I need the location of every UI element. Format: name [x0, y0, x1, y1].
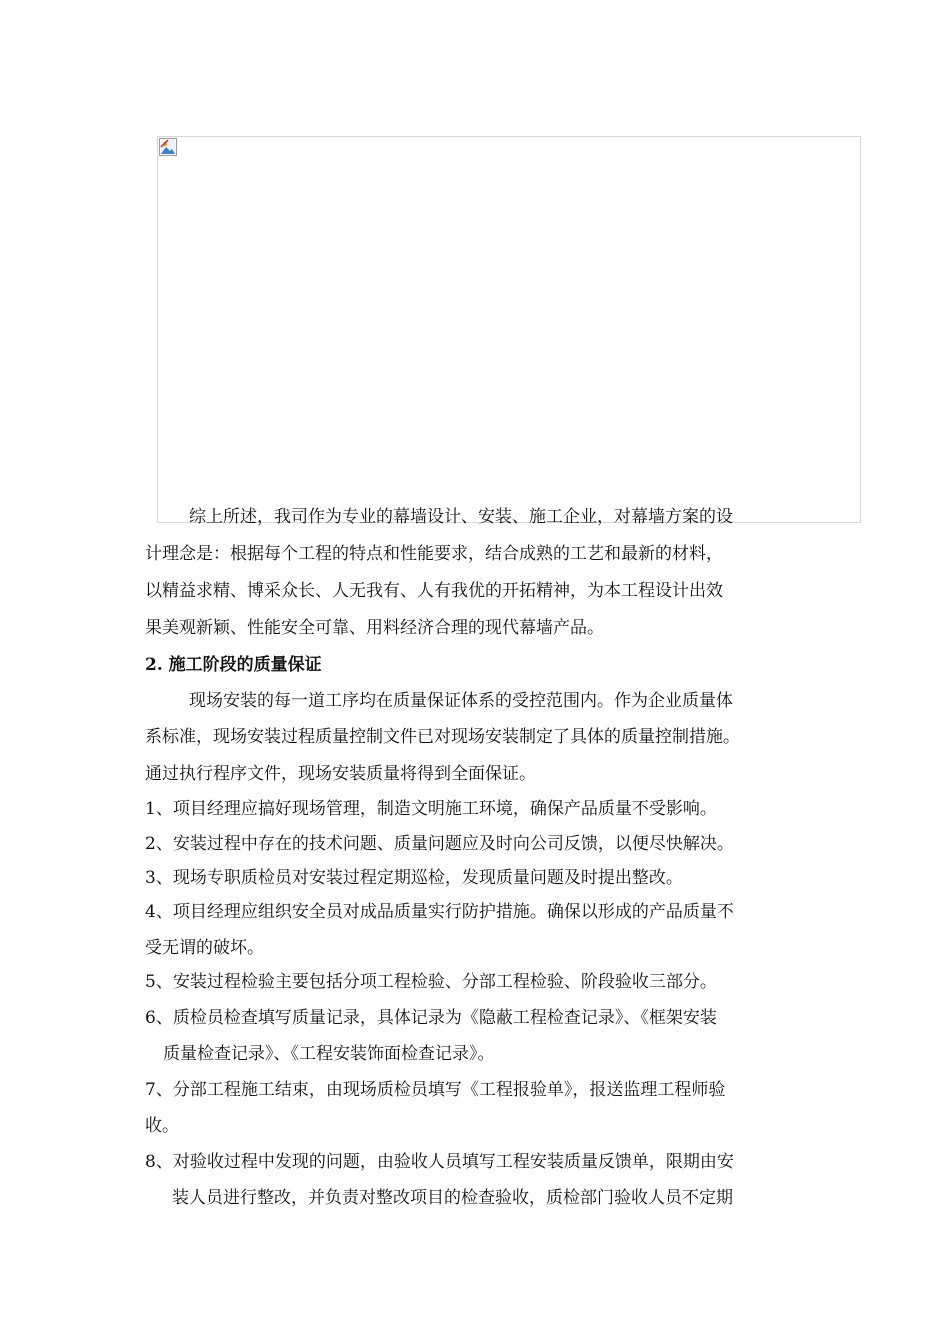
list-item-4-cont: 受无谓的破坏。	[145, 938, 264, 958]
list-item-4: 4、项目经理应组织安全员对成品质量实行防护措施。确保以形成的产品质量不	[145, 902, 734, 922]
summary-line-1: 综上所述，我司作为专业的幕墙设计、安装、施工企业，对幕墙方案的设	[189, 507, 733, 527]
section-heading: 2. 施工阶段的质量保证	[145, 655, 322, 675]
list-item-6: 6、质检员检查填写质量记录，具体记录为《隐蔽工程检查记录》、《框架安装	[145, 1008, 717, 1028]
list-item-7-cont: 收。	[145, 1116, 179, 1136]
list-item-2: 2、安装过程中存在的技术问题、质量问题应及时向公司反馈，以便尽快解决。	[145, 834, 734, 854]
list-item-7: 7、分部工程施工结束，由现场质检员填写《工程报验单》，报送监理工程师验	[145, 1080, 726, 1100]
summary-line-3: 以精益求精、博采众长、人无我有、人有我优的开拓精神，为本工程设计出效	[145, 581, 723, 601]
broken-image-icon	[159, 138, 177, 156]
list-item-3: 3、现场专职质检员对安装过程定期巡检，发现质量问题及时提出整改。	[145, 868, 683, 888]
list-item-8: 8、对验收过程中发现的问题，由验收人员填写工程安装质量反馈单，限期由安	[145, 1152, 734, 1172]
intro-line-1: 现场安装的每一道工序均在质量保证体系的受控范围内。作为企业质量体	[189, 691, 733, 711]
summary-line-4: 果美观新颖、性能安全可靠、用料经济合理的现代幕墙产品。	[145, 618, 604, 638]
list-item-5: 5、安装过程检验主要包括分项工程检验、分部工程检验、阶段验收三部分。	[145, 972, 717, 992]
list-item-6-cont: 质量检查记录》、《工程安装饰面检查记录》。	[163, 1044, 495, 1064]
image-placeholder	[157, 136, 861, 523]
list-item-1: 1、项目经理应搞好现场管理，制造文明施工环境，确保产品质量不受影响。	[145, 799, 717, 819]
summary-line-2: 计理念是：根据每个工程的特点和性能要求，结合成熟的工艺和最新的材料，	[145, 544, 723, 564]
intro-line-2: 系标准，现场安装过程质量控制文件已对现场安装制定了具体的质量控制措施。	[145, 727, 740, 747]
list-item-8-cont: 装人员进行整改，并负责对整改项目的检查验收，质检部门验收人员不定期	[172, 1188, 733, 1208]
intro-line-3: 通过执行程序文件，现场安装质量将得到全面保证。	[145, 764, 536, 784]
